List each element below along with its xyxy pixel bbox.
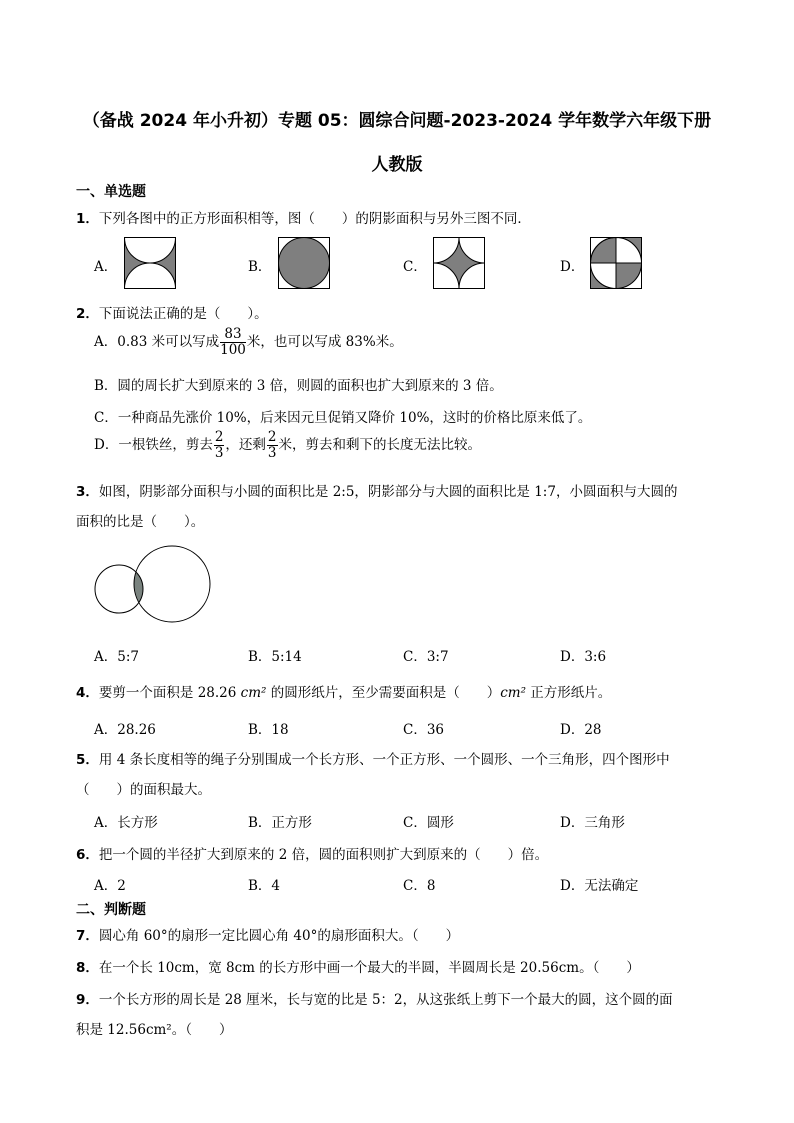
- q1-option-a[interactable]: A．: [94, 259, 118, 275]
- fraction-numerator: 2: [267, 429, 277, 445]
- question-text: 的圆形纸片，至少需要面积是（ ）: [266, 685, 501, 701]
- q3-option-a[interactable]: A．5:7: [94, 649, 139, 665]
- q4-option-d[interactable]: D．28: [560, 722, 602, 738]
- fraction-denominator: 3: [267, 444, 277, 461]
- question-text: 把一个圆的半径扩大到原来的 2 倍，圆的面积则扩大到原来的（ ）倍。: [98, 847, 549, 863]
- q3-option-b[interactable]: B．5:14: [248, 649, 302, 665]
- q1-option-d[interactable]: D．: [560, 259, 585, 275]
- fraction: [267, 430, 278, 461]
- question-8: [76, 956, 640, 976]
- q4-option-b[interactable]: B．18: [248, 722, 289, 738]
- question-4: [76, 681, 611, 701]
- question-number: 7．: [76, 928, 99, 944]
- q1-figure-b: [278, 237, 330, 289]
- q6-option-d[interactable]: D．无法确定: [560, 878, 639, 894]
- option-text: ，还剩: [225, 436, 266, 453]
- q5-option-b[interactable]: B．正方形: [248, 815, 312, 831]
- question-number: 2．: [76, 306, 99, 322]
- question-9: [76, 988, 673, 1008]
- q2-option-d[interactable]: [94, 430, 481, 461]
- question-5-line-2: （ ）的面积最大。: [76, 782, 211, 798]
- question-text: 下面说法正确的是（ ）。: [98, 306, 268, 322]
- q6-option-b[interactable]: B．4: [248, 878, 281, 894]
- page-subtitle: 人教版: [371, 155, 423, 175]
- question-text: 一个长方形的周长是 28 厘米，长与宽的比是 5：2，从这张纸上剪下一个最大的圆，这个圆的面: [98, 992, 673, 1008]
- q5-option-d[interactable]: D．三角形: [560, 815, 625, 831]
- question-text: 要剪一个面积是 28.26: [98, 685, 241, 701]
- page-title: （备战 2024 年小升初）专题 05：圆综合问题-2023-2024 学年数学六年级下册: [82, 111, 712, 131]
- q3-venn-figure: [94, 544, 214, 624]
- question-number: 6．: [76, 847, 99, 863]
- q5-option-a[interactable]: A．长方形: [94, 815, 158, 831]
- fraction-denominator: 3: [214, 444, 224, 461]
- question-5: [76, 748, 670, 768]
- q6-option-a[interactable]: A．2: [94, 878, 126, 894]
- question-number: 9．: [76, 992, 99, 1008]
- option-text: 米，剪去和剩下的长度无法比较。: [278, 436, 482, 453]
- question-9-line-2: 积是 12.56cm²。（ ）: [76, 1022, 233, 1038]
- question-7: [76, 924, 459, 944]
- q2-option-c[interactable]: C．一种商品先涨价 10%，后来因元旦促销又降价 10%，这时的价格比原来低了。: [94, 410, 592, 426]
- question-text: 如图，阴影部分面积与小圆的面积比是 2:5，阴影部分与大圆的面积比是 1:7，小圆面积与大圆的: [98, 484, 678, 500]
- q6-option-c[interactable]: C．8: [403, 878, 436, 894]
- option-text: D．一根铁丝，剪去: [94, 436, 213, 453]
- question-number: 8．: [76, 960, 99, 976]
- question-number: 5．: [76, 752, 99, 768]
- q1-option-b[interactable]: B．: [248, 259, 272, 275]
- fraction-denominator: 100: [220, 341, 246, 358]
- unit: cm²: [240, 685, 267, 701]
- q1-figure-a: [124, 237, 176, 289]
- q5-option-c[interactable]: C．圆形: [403, 815, 454, 831]
- question-1: [76, 207, 531, 227]
- fraction: [220, 327, 246, 358]
- question-number: 1．: [76, 211, 99, 227]
- question-number: 3．: [76, 484, 99, 500]
- question-text: 正方形纸片。: [526, 685, 612, 701]
- section-heading-true-false: 二、判断题: [76, 902, 146, 918]
- q3-option-c[interactable]: C．3:7: [403, 649, 449, 665]
- unit: cm²: [500, 685, 526, 701]
- question-text: 在一个长 10cm，宽 8cm 的长方形中画一个最大的半圆，半圆周长是 20.56cm。（ ）: [98, 960, 640, 976]
- fraction-numerator: 2: [214, 429, 224, 445]
- question-text: 下列各图中的正方形面积相等，图（ ）的阴影面积与另外三图不同．: [98, 211, 531, 227]
- q2-option-a[interactable]: [94, 327, 403, 358]
- q1-figure-d: [590, 237, 642, 289]
- question-text: 用 4 条长度相等的绳子分别围成一个长方形、一个正方形、一个圆形、一个三角形，四个图形中: [98, 752, 670, 768]
- question-number: 4．: [76, 685, 99, 701]
- q1-option-c[interactable]: C．: [403, 259, 427, 275]
- fraction: [214, 430, 225, 461]
- question-6: [76, 843, 548, 863]
- option-text: 米，也可以写成 83%米。: [246, 333, 403, 350]
- question-3: [76, 480, 677, 500]
- q4-option-c[interactable]: C．36: [403, 722, 445, 738]
- fraction-numerator: 83: [220, 327, 246, 343]
- question-3-line-2: 面积的比是（ ）。: [76, 514, 205, 530]
- option-text: A．0.83 米可以写成: [94, 333, 220, 350]
- question-text: 圆心角 60°的扇形一定比圆心角 40°的扇形面积大。（ ）: [98, 928, 460, 944]
- q3-option-d[interactable]: D．3:6: [560, 649, 607, 665]
- question-2: [76, 302, 268, 322]
- q4-option-a[interactable]: A．28.26: [94, 722, 156, 738]
- section-heading-single-choice: 一、单选题: [76, 184, 146, 200]
- q1-figure-c: [433, 237, 485, 289]
- q2-option-b[interactable]: B．圆的周长扩大到原来的 3 倍，则圆的面积也扩大到原来的 3 倍。: [94, 378, 503, 394]
